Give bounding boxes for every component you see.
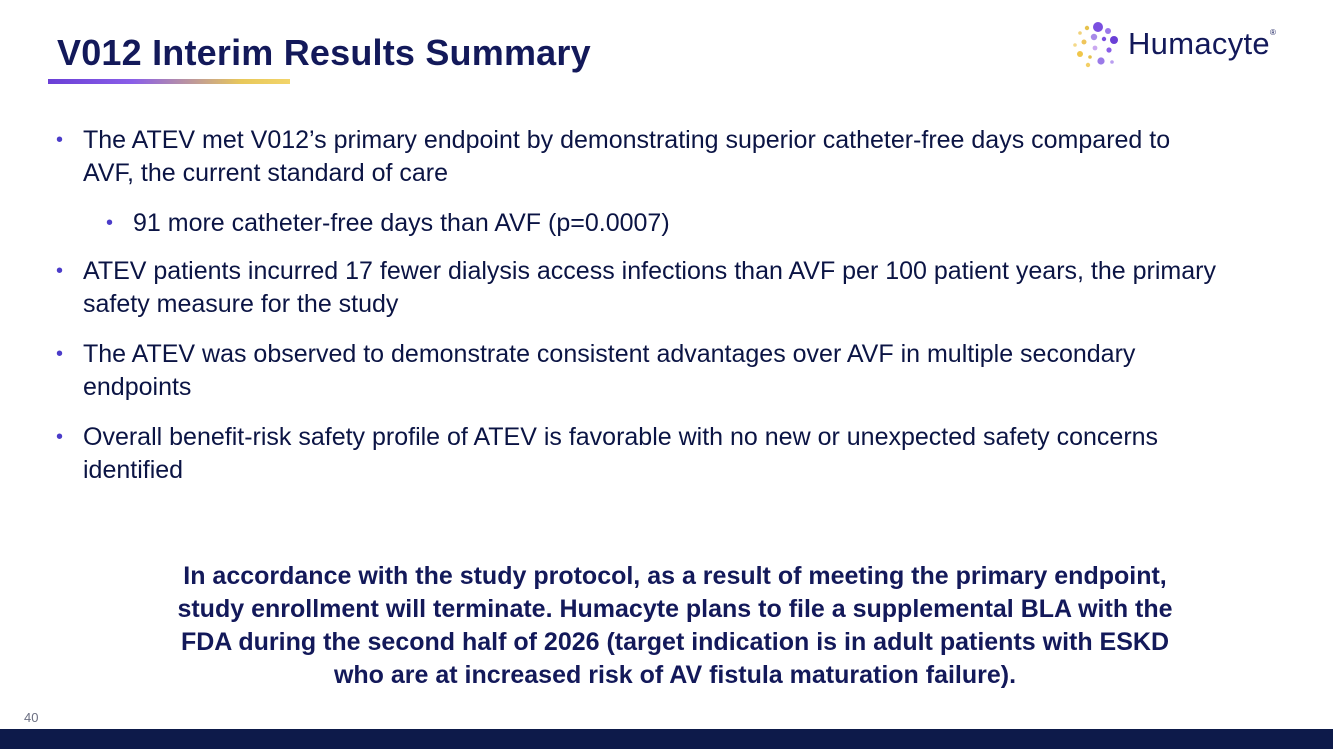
bullet-item: • Overall benefit-risk safety profile of ATEV is favorable with no new or unexpected safety concerns identified <box>56 423 1159 484</box>
callout-line: study enrollment will terminate. Humacyte plans to file a supplemental BLA with the <box>177 595 1173 623</box>
bullet-item: • The ATEV was observed to demonstrate consistent advantages over AVF in multiple secondary endpoints <box>56 340 1136 401</box>
bullet-item: • The ATEV met V012’s primary endpoint by demonstrating superior catheter-free days compared to AVF, the current standard of care <box>56 126 1171 187</box>
bullet-list <box>56 124 1216 504</box>
bullet-marker: • <box>56 343 64 365</box>
logo-wordmark: Humacyte® <box>1128 26 1277 61</box>
page-number: 40 <box>24 710 39 725</box>
bullet-item: • ATEV patients incurred 17 fewer dialysis access infections than AVF per 100 patient years, the primary safety measure for the study <box>56 257 1216 318</box>
bullet-marker: • <box>56 129 64 151</box>
bullet-marker: • <box>56 260 64 282</box>
callout-line: FDA during the second half of 2026 (target indication is in adult patients with ESKD <box>180 628 1170 656</box>
callout-line: In accordance with the study protocol, as a result of meeting the primary endpoint, <box>183 562 1167 590</box>
humacyte-dots-icon <box>1068 20 1120 72</box>
bullet-marker: • <box>56 426 64 448</box>
page-title: V012 Interim Results Summary <box>57 32 591 73</box>
bullet-marker: • <box>106 212 114 234</box>
title-underline <box>48 79 290 84</box>
footer-bar <box>0 729 1333 749</box>
callout-line: who are at increased risk of AV fistula maturation failure). <box>333 661 1017 689</box>
sub-bullet-item: • 91 more catheter-free days than AVF (p=0.0007) <box>106 207 1216 240</box>
humacyte-logo <box>1068 20 1276 72</box>
conclusion-callout <box>60 560 1290 692</box>
